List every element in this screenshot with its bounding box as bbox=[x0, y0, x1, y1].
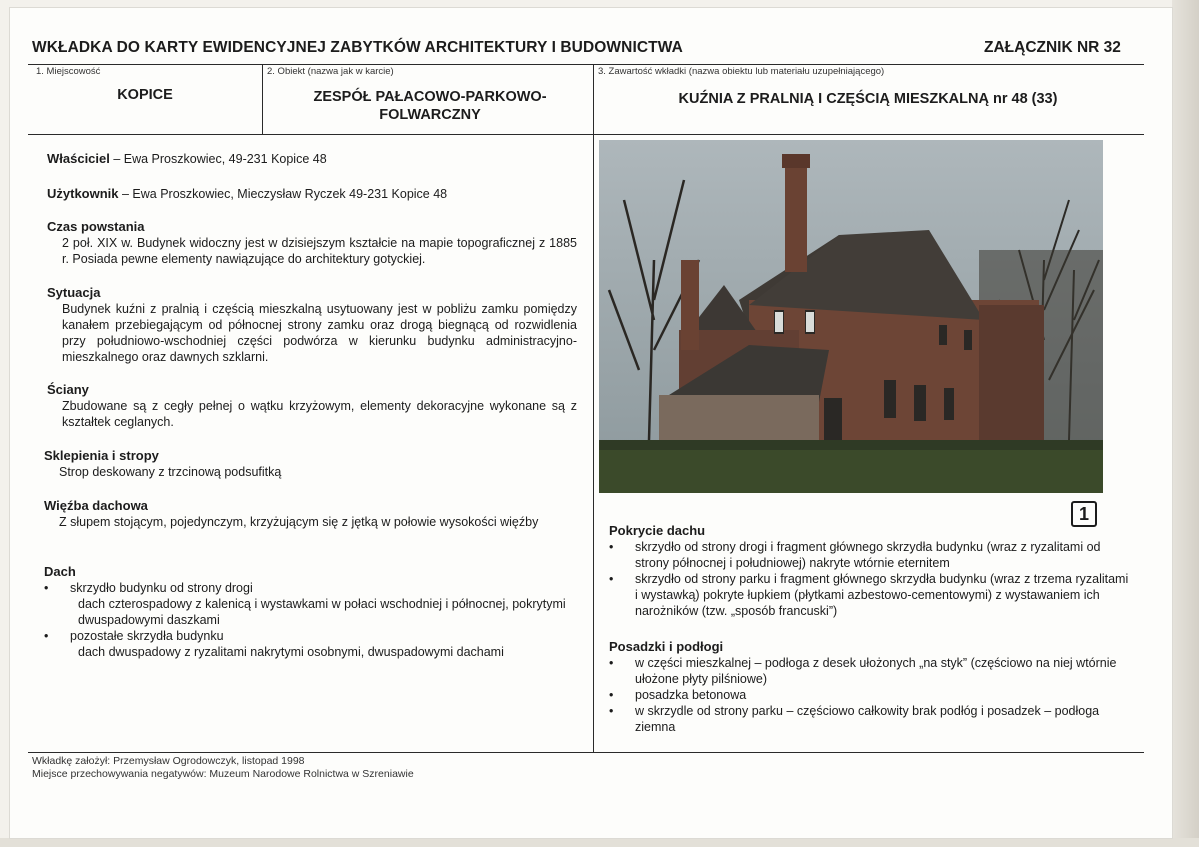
roof-item-sub: dach czterospadowy z kalenicą i wystawkami w połaci wschodniej i północnej, pokrytymi dwuspadowymi daszkami bbox=[78, 597, 566, 627]
bullet: • bbox=[609, 656, 614, 670]
author-line: Wkładkę założył: Przemysław Ogrodowczyk, listopad 1998 bbox=[32, 755, 305, 767]
walls-text: Zbudowane są z cegły pełnej o wątku krzyżowym, elementy dekoracyjne wykonane są z kształtek ceglanych. bbox=[62, 399, 577, 429]
roofing-item-text: skrzydło od strony parku i fragment głównego skrzydła budynku (wraz z trzema ryzalitami i wystawką) pokryte łupkiem (płytkami azbestowo-cementowymi) z wystawaniem ich narożników (tzw. „sposób francuski”) bbox=[635, 572, 1129, 618]
floors-section bbox=[609, 639, 1129, 735]
bullet: • bbox=[609, 572, 614, 586]
list-item bbox=[609, 703, 1129, 735]
page-title: WKŁADKA DO KARTY EWIDENCYJNEJ ZABYTKÓW ARCHITEKTURY I BUDOWNICTWA bbox=[32, 39, 683, 56]
object-value: ZESPÓŁ PAŁACOWO-PARKOWO-FOLWARCZNY bbox=[313, 89, 547, 123]
content-value: KUŹNIA Z PRALNIĄ I CZĘŚCIĄ MIESZKALNĄ nr 48 (33) bbox=[678, 91, 1058, 107]
floors-heading: Posadzki i podłogi bbox=[609, 639, 724, 654]
user-line bbox=[47, 186, 577, 202]
roofing-heading: Pokrycie dachu bbox=[609, 523, 706, 538]
locality-value: KOPICE bbox=[117, 87, 173, 103]
column-divider bbox=[593, 64, 594, 752]
annex-number: ZAŁĄCZNIK NR 32 bbox=[984, 39, 1121, 56]
truss-section bbox=[44, 498, 577, 530]
origin-section bbox=[47, 219, 577, 267]
bullet: • bbox=[44, 581, 49, 595]
bullet: • bbox=[44, 629, 49, 643]
object-label: 2. Obiekt (nazwa jak w karcie) bbox=[267, 66, 394, 77]
roof-heading: Dach bbox=[44, 564, 76, 579]
list-item bbox=[44, 580, 577, 628]
building-photo bbox=[599, 140, 1103, 493]
truss-heading: Więźba dachowa bbox=[44, 498, 148, 513]
roof-item-text: pozostałe skrzydła budynku bbox=[70, 629, 224, 643]
header-rule-bottom bbox=[28, 134, 1144, 135]
vaults-text: Strop deskowany z trzcinową podsufitką bbox=[59, 465, 282, 479]
list-item bbox=[609, 539, 1129, 571]
owner-value: – Ewa Proszkowiec, 49-231 Kopice 48 bbox=[109, 152, 327, 166]
user-label: Użytkownik bbox=[47, 186, 119, 201]
origin-text: 2 poł. XIX w. Budynek widoczny jest w dzisiejszym kształcie na mapie topograficznej z 1885 r. Posiada pewne elementy nawiązujące do architektury gotyckiej. bbox=[62, 236, 577, 266]
list-item bbox=[609, 655, 1129, 687]
vaults-section bbox=[44, 448, 577, 480]
list-item bbox=[609, 571, 1129, 619]
footer-rule bbox=[28, 752, 1144, 753]
list-item bbox=[609, 687, 1129, 703]
list-item bbox=[44, 628, 577, 660]
content-label: 3. Zawartość wkładki (nazwa obiektu lub materiału uzupełniającego) bbox=[598, 66, 885, 77]
situation-section bbox=[47, 285, 577, 365]
floors-item-text: w skrzydle od strony parku – częściowo całkowity brak podłóg i posadzek – podłoga ziemna bbox=[635, 704, 1100, 734]
roofing-item-text: skrzydło od strony drogi i fragment głównego skrzydła budynku (wraz z ryzalitami od strony północnej i południowej) nakryte wtórnie eternitem bbox=[635, 540, 1101, 570]
walls-section bbox=[47, 382, 577, 430]
photo-number-badge: 1 bbox=[1071, 501, 1097, 527]
owner-label: Właściciel bbox=[47, 151, 110, 166]
origin-heading: Czas powstania bbox=[47, 219, 145, 234]
roof-section bbox=[44, 564, 577, 660]
walls-heading: Ściany bbox=[47, 382, 89, 397]
floors-item-text: w części mieszkalnej – podłoga z desek ułożonych „na styk” (częściowo na niej wtórnie ułożone płyty pilśniowe) bbox=[635, 656, 1117, 686]
paper-edge-right bbox=[1172, 0, 1199, 847]
paper-edge-bottom bbox=[0, 838, 1199, 847]
storage-line: Miejsce przechowywania negatywów: Muzeum Narodowe Rolnictwa w Szreniawie bbox=[32, 768, 414, 780]
bullet: • bbox=[609, 540, 614, 554]
vaults-heading: Sklepienia i stropy bbox=[44, 448, 159, 463]
roof-item-text: skrzydło budynku od strony drogi bbox=[70, 581, 253, 595]
roof-item-sub: dach dwuspadowy z ryzalitami nakrytymi osobnymi, dwuspadowymi dachami bbox=[78, 645, 504, 659]
owner-line bbox=[47, 151, 577, 167]
situation-text: Budynek kuźni z pralnią i częścią mieszkalną usytuowany jest w pobliżu zamku pomiędzy kanałem przebiegającym od północnej strony zamku oraz drogą biegnącą od rozwidlenia przy południowo-wschodniej części podwórza w kierunku budynku administracyjno-mieszkalnego oraz dawnych szklarni. bbox=[62, 302, 577, 364]
situation-heading: Sytuacja bbox=[47, 285, 101, 300]
locality-label: 1. Miejscowość bbox=[36, 66, 101, 77]
bullet: • bbox=[609, 688, 614, 702]
roofing-section bbox=[609, 523, 1129, 619]
user-value: – Ewa Proszkowiec, Mieczysław Ryczek 49-231 Kopice 48 bbox=[118, 187, 448, 201]
truss-text: Z słupem stojącym, pojedynczym, krzyżującym się z jętką w połowie wysokości więźby bbox=[59, 515, 539, 529]
floors-item-text: posadzka betonowa bbox=[635, 688, 747, 702]
header-rule-top bbox=[28, 64, 1144, 65]
bullet: • bbox=[609, 704, 614, 718]
header-divider-1 bbox=[262, 64, 263, 134]
